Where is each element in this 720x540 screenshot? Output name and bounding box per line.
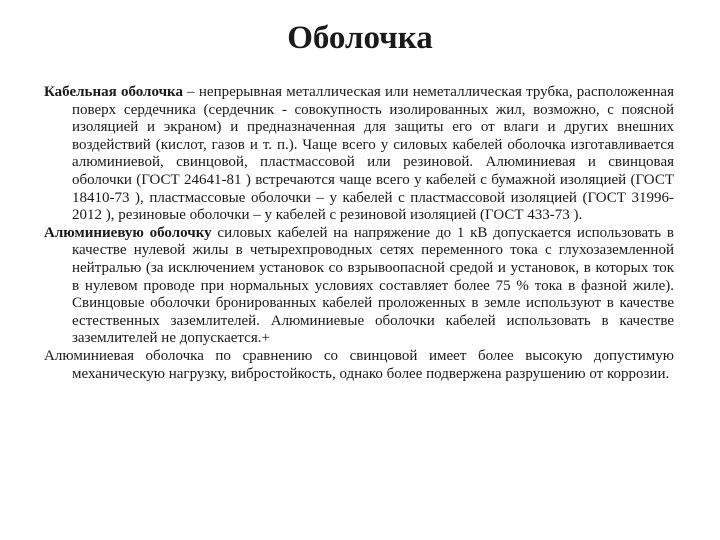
paragraph-cable-sheath-text: – непрерывная металлическая или неметаллическая трубка, расположенная поверх сердечника (сердечник - совокупность изолированных жил, возможно, с поясной изоляцией и экраном) и предназначенная для защиты его от влаги и других внешних воздействий (кислот, газов и т. п.). Чаще всего у силовых кабелей оболочка изготавливается алюминиевой, свинцовой, пластмассовой или резиновой. Алюминиевая и свинцовая оболочки (ГОСТ 24641-81 ) встречаются чаще всего у кабелей с бумажной изоляцией (ГОСТ 18410-73 ), пластмассовые оболочки – у кабелей с пластмассовой изоляцией (ГОСТ 31996-2012 ), резиновые оболочки – у кабелей с резиновой изоляцией (ГОСТ 433-73 ). bbox=[72, 84, 674, 224]
paragraph-aluminum-sheath-neutral-text: силовых кабелей на напряжение до 1 кВ допускается использовать в качестве нулевой жилы в четырехпроводных сетях переменного тока с глухозаземленной нейтралью (за исключением установок со взрывоопасной средой и установок, в которых ток в нулевом проводе при нормальных условиях составляет более 75 % тока в фазной жиле). Свинцовые оболочки бронированных кабелей проложенных в земле используют в качестве естественных заземлителей. Алюминиевые оболочки кабелей использовать в качестве заземлителей не допускается.+ bbox=[72, 224, 674, 347]
paragraph-aluminum-vs-lead bbox=[44, 348, 674, 383]
paragraph-aluminum-sheath-neutral bbox=[44, 225, 674, 348]
term-cable-sheath: Кабельная оболочка bbox=[44, 84, 183, 100]
paragraph-cable-sheath bbox=[44, 84, 674, 225]
slide-title: Оболочка bbox=[287, 20, 433, 56]
slide-body bbox=[44, 84, 674, 383]
paragraph-aluminum-vs-lead-text: Алюминиевая оболочка по сравнению со свинцовой имеет более высокую допустимую механическую нагрузку, вибростойкость, однако более подвержена разрушению от коррозии. bbox=[44, 347, 674, 382]
term-aluminum-sheath: Алюминиевую оболочку bbox=[44, 224, 212, 241]
